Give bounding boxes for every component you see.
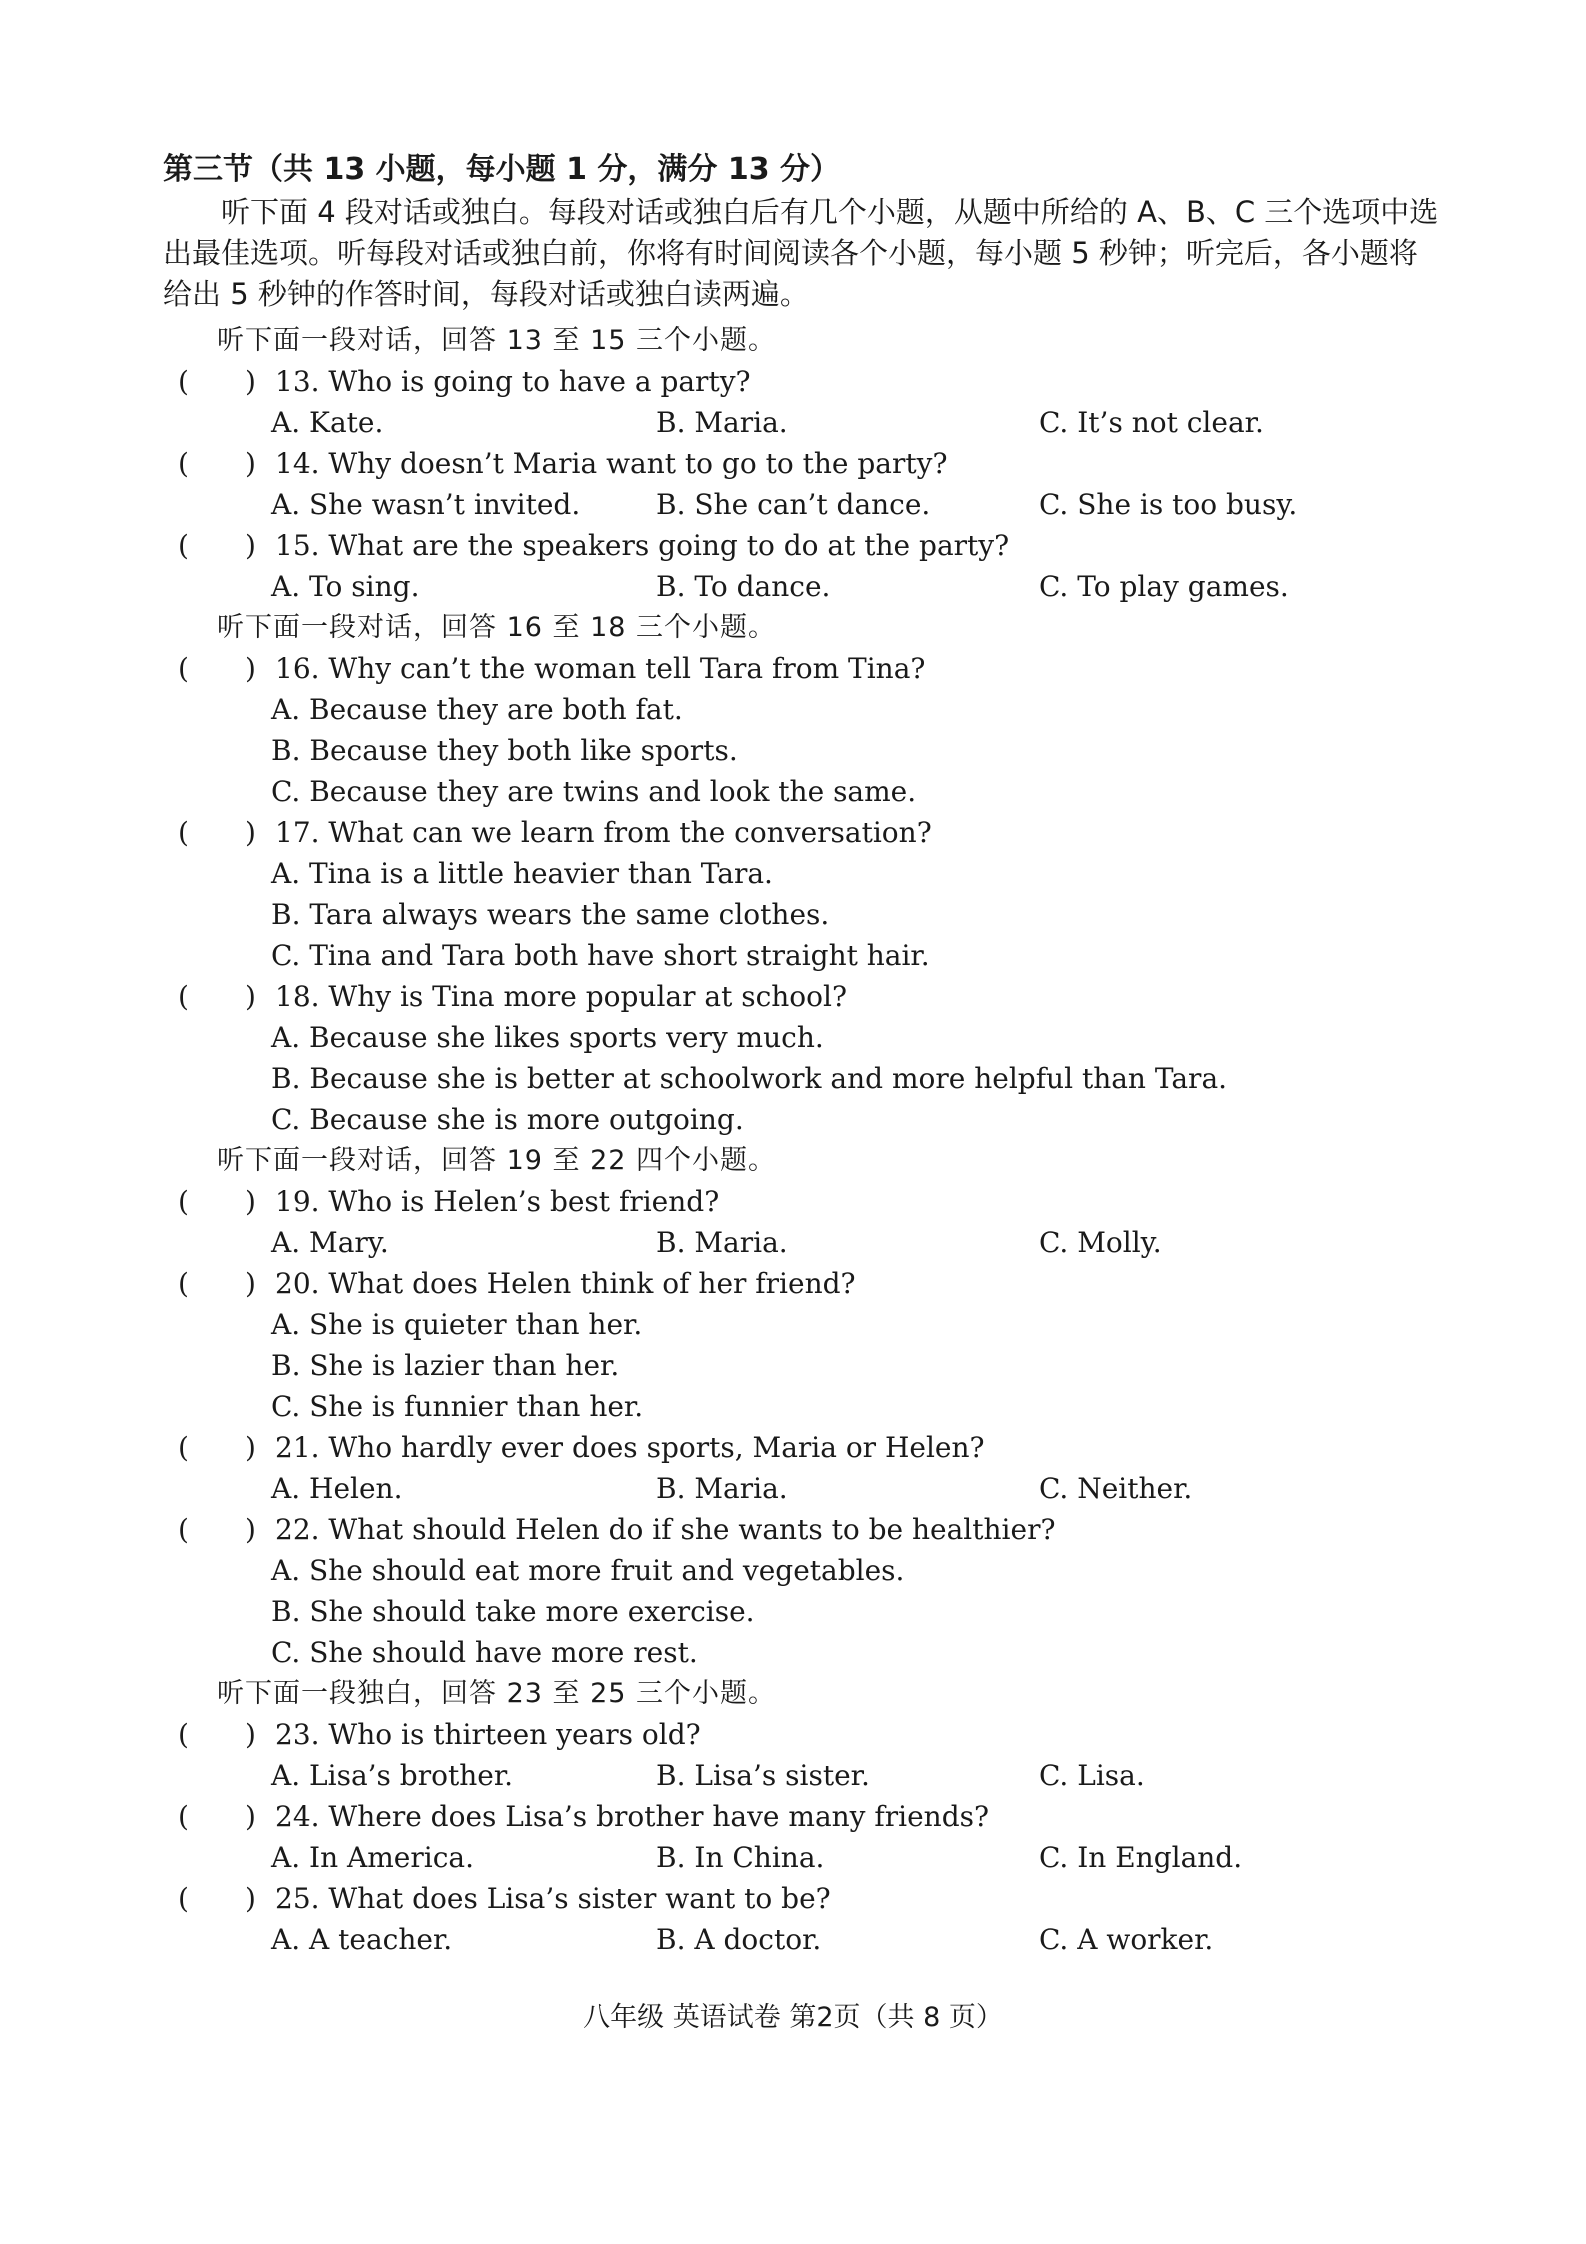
option-c: C. Molly.	[1039, 1226, 1162, 1259]
question-text: 21. Who hardly ever does sports, Maria or Helen?	[275, 1431, 985, 1464]
answer-paren-open: (	[178, 1431, 189, 1464]
answer-paren-open: (	[178, 816, 189, 849]
question-text: 18. Why is Tina more popular at school?	[275, 980, 847, 1013]
option-c: C. To play games.	[1039, 570, 1289, 603]
option-c: C. Tina and Tara both have short straight hair.	[271, 939, 930, 972]
question-text: 14. Why doesn’t Maria want to go to the party?	[275, 447, 948, 480]
listening-intro: 听下面一段独白，回答 23 至 25 三个小题。	[217, 1678, 777, 1709]
option-b: B. Maria.	[656, 406, 788, 439]
option-a: A. In America.	[271, 1841, 474, 1874]
question-text: 15. What are the speakers going to do at the party?	[275, 529, 1010, 562]
question-text: 23. Who is thirteen years old?	[275, 1718, 701, 1751]
answer-paren-close: )	[245, 980, 256, 1013]
option-b: B. Lisa’s sister.	[656, 1759, 870, 1792]
option-a: A. She wasn’t invited.	[271, 488, 581, 521]
option-a: A. Tina is a little heavier than Tara.	[271, 857, 773, 890]
option-c: C. Because she is more outgoing.	[271, 1103, 744, 1136]
listening-intro: 听下面一段对话，回答 13 至 15 三个小题。	[217, 325, 777, 356]
answer-paren-open: (	[178, 1267, 189, 1300]
option-b: B. To dance.	[656, 570, 831, 603]
answer-paren-close: )	[245, 447, 256, 480]
option-c: C. It’s not clear.	[1039, 406, 1264, 439]
option-a: A. She should eat more fruit and vegetables.	[271, 1554, 905, 1587]
question-text: 25. What does Lisa’s sister want to be?	[275, 1882, 831, 1915]
answer-paren-close: )	[245, 1800, 256, 1833]
option-a: A. Lisa’s brother.	[271, 1759, 514, 1792]
option-b: B. Maria.	[656, 1472, 788, 1505]
option-c: C. In England.	[1039, 1841, 1243, 1874]
answer-paren-open: (	[178, 447, 189, 480]
question-text: 22. What should Helen do if she wants to be healthier?	[275, 1513, 1056, 1546]
answer-paren-close: )	[245, 529, 256, 562]
answer-paren-open: (	[178, 1718, 189, 1751]
option-a: A. A teacher.	[271, 1923, 453, 1956]
answer-paren-close: )	[245, 816, 256, 849]
option-b: B. In China.	[656, 1841, 825, 1874]
option-b: B. Tara always wears the same clothes.	[271, 898, 830, 931]
answer-paren-close: )	[245, 1718, 256, 1751]
option-c: C. Because they are twins and look the same.	[271, 775, 917, 808]
option-b: B. A doctor.	[656, 1923, 822, 1956]
option-a: A. Because she likes sports very much.	[271, 1021, 824, 1054]
answer-paren-open: (	[178, 1800, 189, 1833]
option-b: B. Because she is better at schoolwork and more helpful than Tara.	[271, 1062, 1228, 1095]
option-c: C. She is funnier than her.	[271, 1390, 644, 1423]
question-text: 24. Where does Lisa’s brother have many friends?	[275, 1800, 989, 1833]
option-c: C. A worker.	[1039, 1923, 1214, 1956]
answer-paren-close: )	[245, 652, 256, 685]
answer-paren-close: )	[245, 365, 256, 398]
option-a: A. She is quieter than her.	[271, 1308, 643, 1341]
option-c: C. She is too busy.	[1039, 488, 1298, 521]
answer-paren-close: )	[245, 1882, 256, 1915]
option-b: B. Maria.	[656, 1226, 788, 1259]
option-a: A. Kate.	[271, 406, 384, 439]
option-b: B. She should take more exercise.	[271, 1595, 755, 1628]
answer-paren-open: (	[178, 365, 189, 398]
answer-paren-open: (	[178, 1185, 189, 1218]
option-c: C. Neither.	[1039, 1472, 1193, 1505]
question-text: 16. Why can’t the woman tell Tara from Tina?	[275, 652, 926, 685]
option-b: B. She is lazier than her.	[271, 1349, 620, 1382]
option-a: A. To sing.	[271, 570, 420, 603]
answer-paren-open: (	[178, 529, 189, 562]
question-text: 13. Who is going to have a party?	[275, 365, 751, 398]
option-b: B. Because they both like sports.	[271, 734, 738, 767]
answer-paren-close: )	[245, 1513, 256, 1546]
option-a: A. Mary.	[271, 1226, 389, 1259]
option-b: B. She can’t dance.	[656, 488, 931, 521]
question-text: 20. What does Helen think of her friend?	[275, 1267, 856, 1300]
answer-paren-open: (	[178, 652, 189, 685]
answer-paren-close: )	[245, 1185, 256, 1218]
question-text: 17. What can we learn from the conversation?	[275, 816, 932, 849]
answer-paren-close: )	[245, 1267, 256, 1300]
page-footer: 八年级 英语试卷 第2页（共 8 页）	[583, 2002, 1003, 2033]
answer-paren-open: (	[178, 1513, 189, 1546]
option-c: C. Lisa.	[1039, 1759, 1145, 1792]
option-c: C. She should have more rest.	[271, 1636, 698, 1669]
section-instructions: 听下面 4 段对话或独白。每段对话或独白后有几个小题，从题中所给的 A、B、C 三个选项中选出最佳选项。听每段对话或独白前，你将有时间阅读各个小题，每小题 5 秒钟；听完后，各小题将给出 5 秒钟的作答时间，每段对话或独白读两遍。	[163, 195, 1439, 311]
option-a: A. Helen.	[271, 1472, 403, 1505]
question-text: 19. Who is Helen’s best friend?	[275, 1185, 720, 1218]
answer-paren-open: (	[178, 980, 189, 1013]
answer-paren-close: )	[245, 1431, 256, 1464]
answer-paren-open: (	[178, 1882, 189, 1915]
section-title: 第三节（共 13 小题，每小题 1 分，满分 13 分）	[163, 152, 841, 187]
listening-intro: 听下面一段对话，回答 19 至 22 四个小题。	[217, 1145, 777, 1176]
listening-intro: 听下面一段对话，回答 16 至 18 三个小题。	[217, 612, 777, 643]
option-a: A. Because they are both fat.	[271, 693, 683, 726]
